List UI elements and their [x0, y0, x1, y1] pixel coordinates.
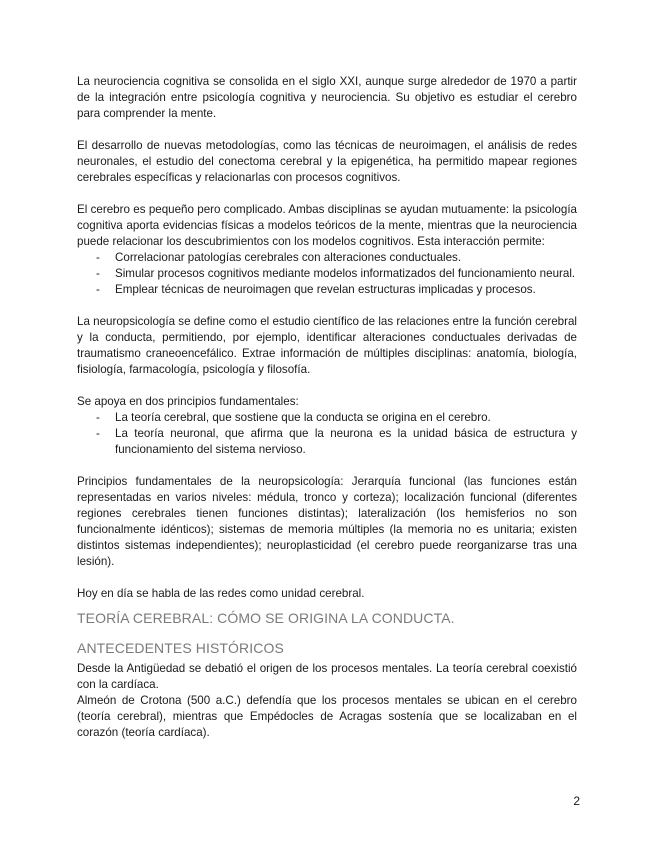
interaction-list — [77, 250, 577, 298]
list-item: - La teoría cerebral, que sostiene que la conducta se origina en el cerebro. — [77, 410, 577, 426]
paragraph-principles-intro: Se apoya en dos principios fundamentales: — [77, 395, 299, 408]
paragraph-networks: Hoy en día se habla de las redes como unidad cerebral. — [77, 587, 365, 600]
list-item: - La teoría neuronal, que afirma que la neurona es la unidad básica de estructura y funcionamiento del sistema nervioso. — [77, 426, 577, 458]
section-heading-brain-theory: TEORÍA CEREBRAL: CÓMO SE ORIGINA LA CONDUCTA. — [77, 610, 455, 626]
principles-list — [77, 410, 577, 458]
paragraph-intro: La neurociencia cognitiva se consolida en el siglo XXI, aunque surge alrededor de 1970 a partir de la integración entre psicología cognitiva y neurociencia. Su objetivo es estudiar el cerebro para comprender la mente. — [77, 75, 577, 120]
paragraph-methodologies: El desarrollo de nuevas metodologías, como las técnicas de neuroimagen, el análisis de redes neuronales, el estudio del conectoma cerebral y la epigenética, ha permitido mapear regiones cerebrales específicas y relacionarlas con procesos cognitivos. — [77, 139, 577, 184]
paragraph-history-debate: Desde la Antigüedad se debatió el origen de los procesos mentales. La teoría cerebral coexistió con la cardíaca. — [77, 662, 577, 691]
paragraph-fundamental-principles: Principios fundamentales de la neuropsicología: Jerarquía funcional (las funciones están representadas en varios niveles: médula, tronco y corteza); localización funcional (diferentes regiones cerebrales tienen funciones distintas); lateralización (los hemisferios no son funcionalmente idénticos); sistemas de memoria múltiples (la memoria no es unitaria; existen distintos sistemas independientes); neuroplasticidad (el cerebro puede reorganizarse tras una lesión). — [77, 475, 577, 568]
page-number: 2 — [573, 794, 580, 808]
section-heading-history: ANTECEDENTES HISTÓRICOS — [77, 640, 284, 656]
page-content — [77, 74, 577, 741]
list-item: - Emplear técnicas de neuroimagen que revelan estructuras implicadas y procesos. — [77, 282, 577, 298]
paragraph-neuropsychology: La neuropsicología se define como el estudio científico de las relaciones entre la función cerebral y la conducta, permitiendo, por ejemplo, identificar alteraciones conductuales derivadas de traumatismo craneoencefálico. Extrae información de múltiples disciplinas: anatomía, biología, fisiología, farmacología, psicología y filosofía. — [77, 315, 577, 376]
paragraph-history-alcmaeon: Almeón de Crotona (500 a.C.) defendía que los procesos mentales se ubican en el cerebro (teoría cerebral), mientras que Empédocles de Acragas sostenía que se localizaban en el corazón (teoría cardíaca). — [77, 694, 577, 739]
paragraph-brain-complex: El cerebro es pequeño pero complicado. Ambas disciplinas se ayudan mutuamente: la psicología cognitiva aporta evidencias físicas a modelos teóricos de la mente, mientras que la neurociencia puede relacionar los descubrimientos con los modelos cognitivos. Esta interacción permite: — [77, 203, 577, 248]
list-item: - Simular procesos cognitivos mediante modelos informatizados del funcionamiento neural. — [77, 266, 577, 282]
list-item: - Correlacionar patologías cerebrales con alteraciones conductuales. — [77, 250, 577, 266]
